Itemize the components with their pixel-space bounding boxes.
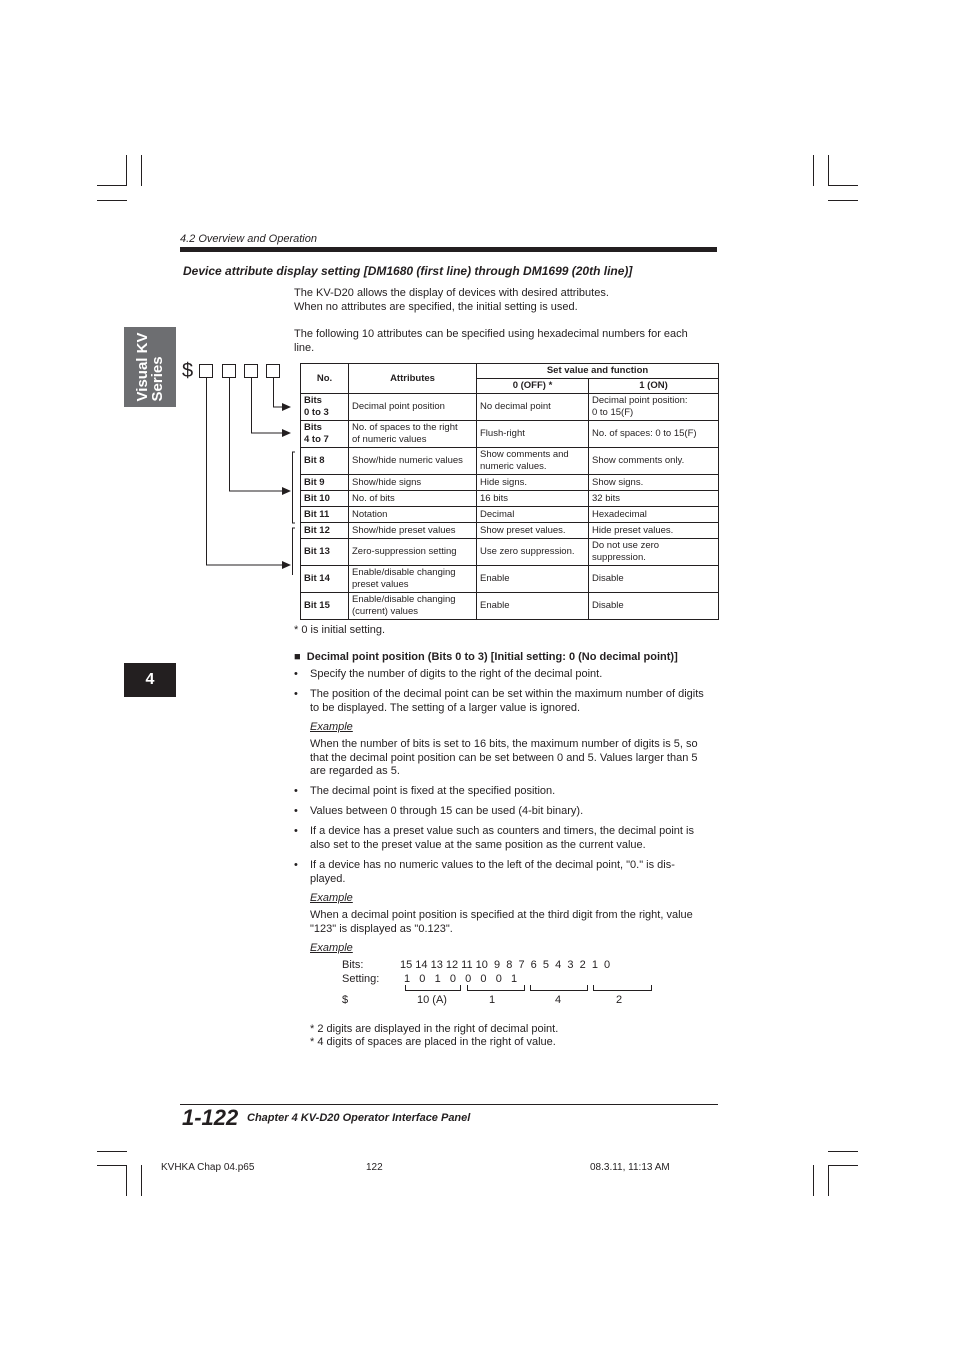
page-number: 1-122 [182,1105,239,1130]
intro-line: The KV-D20 allows the display of devices with desired attributes. [294,287,609,299]
cell-on: Hide preset values. [589,523,719,539]
cell-no: Bits 0 to 3 [301,394,349,421]
cell-no: Bit 10 [301,491,349,507]
crop-mark [828,1151,858,1152]
crop-mark [126,1165,127,1196]
cell-attribute: Zero-suppression setting [349,539,477,566]
footer-rule [180,1104,718,1105]
hex-digit-box [245,365,258,378]
setting-values: 1 0 1 0 0 0 0 1 [404,973,518,985]
hex-digit-box [223,365,236,378]
hex-digit: 4 [555,994,562,1006]
note: * 2 digits are displayed in the right of decimal point. [310,1023,559,1035]
table-row [301,421,719,448]
table-footnote: * 0 is initial setting. [294,624,386,636]
cell-on: No. of spaces: 0 to 15(F) [589,421,719,448]
bullet-item: • The position of the decimal point can be set within the maximum number of digits to be displayed. The setting of a larger value is ignored. [294,688,704,714]
subsection-title [294,651,678,663]
bullet-item: • If a device has a preset value such as counters and timers, the decimal point is also set to the preset value at the same position as the current value. [294,825,694,851]
table-row [301,523,719,539]
header-rule [180,247,717,252]
dollar-sign: $ [182,360,194,382]
cell-no: Bit 12 [301,523,349,539]
crop-mark [97,185,127,186]
side-tab-line1: Visual KV [134,332,151,402]
bullet-item: • If a device has no numeric values to the left of the decimal point, "0." is dis- played. [294,859,675,885]
table-row [301,491,719,507]
example-label: Example [310,721,353,733]
section-label: 4.2 Overview and Operation [180,233,317,245]
crop-mark [828,1165,829,1196]
table-row [301,539,719,566]
crop-mark [126,155,127,186]
crop-mark [97,200,127,201]
crop-mark [828,200,858,201]
cell-no: Bit 13 [301,539,349,566]
hex-digit: 10 (A) [417,994,447,1006]
crop-mark [97,1165,127,1166]
cell-off: Hide signs. [477,475,589,491]
hex-digit: 2 [616,994,623,1006]
header-off: 0 (OFF) * [477,379,589,394]
header-attributes: Attributes [349,364,477,394]
cell-off: Decimal [477,507,589,523]
bit-arrow-diagram [195,360,300,575]
cell-off: Flush-right [477,421,589,448]
header-no: No. [301,364,349,394]
slug-date: 08.3.11, 11:13 AM [590,1162,670,1173]
cell-on: Show comments only. [589,448,719,475]
hex-digit-box [200,365,213,378]
bits-label: Bits: [342,959,364,971]
cell-attribute: Show/hide preset values [349,523,477,539]
cell-on: 32 bits [589,491,719,507]
cell-attribute: Notation [349,507,477,523]
attributes-table [300,363,719,620]
cell-off: 16 bits [477,491,589,507]
setting-label: Setting: [342,973,380,985]
note: * 4 digits of spaces are placed in the right of value. [310,1036,556,1048]
crop-mark [97,1151,127,1152]
cell-on: Hexadecimal [589,507,719,523]
file-name: KVHKA Chap 04.p65 [161,1162,255,1173]
section-heading: Device attribute display setting [DM1680 (first line) through DM1699 (20th line)] [183,264,633,278]
table-row [301,507,719,523]
cell-on: Disable [589,566,719,593]
table-row [301,448,719,475]
cell-no: Bit 9 [301,475,349,491]
table-row [301,566,719,593]
bullet-item: • Values between 0 through 15 can be used (4-bit binary). [294,805,584,817]
crop-mark [828,1165,858,1166]
intro-line: line. [294,342,315,354]
example-text: When the number of bits is set to 16 bits, the maximum number of digits is 5, so that the decimal point position can be set between 0 and 5. Values larger than 5 are regarded as 5. [310,738,698,777]
cell-attribute: Show/hide signs [349,475,477,491]
cell-attribute: Show/hide numeric values [349,448,477,475]
cell-on: Decimal point position: 0 to 15(F) [589,394,719,421]
intro-line: When no attributes are specified, the initial setting is used. [294,301,578,313]
bullet-item: • The decimal point is fixed at the specified position. [294,785,556,797]
cell-off: Use zero suppression. [477,539,589,566]
cell-attribute: No. of bits [349,491,477,507]
chapter-footer: Chapter 4 KV-D20 Operator Interface Panel [247,1112,471,1124]
cell-attribute: Enable/disable changing (current) values [349,593,477,620]
cell-off: No decimal point [477,394,589,421]
header-on: 1 (ON) [589,379,719,394]
crop-mark [813,155,814,186]
side-tab [124,327,176,407]
table-row [301,475,719,491]
cell-off: Show preset values. [477,523,589,539]
header-set-value: Set value and function [477,364,719,379]
example-text: When a decimal point position is specified at the third digit from the right, value "123" is displayed as "0.123". [310,909,693,935]
slug-page: 122 [366,1162,383,1173]
crop-mark [141,155,142,186]
side-tab-line2: Series [149,356,166,402]
example-label: Example [310,942,353,954]
cell-on: Disable [589,593,719,620]
table-row [301,593,719,620]
example-label: Example [310,892,353,904]
cell-no: Bit 14 [301,566,349,593]
crop-mark [828,155,829,186]
cell-attribute: Enable/disable changing preset values [349,566,477,593]
cell-no: Bit 11 [301,507,349,523]
cell-on: Show signs. [589,475,719,491]
chapter-tab: 4 [124,663,176,697]
cell-off: Enable [477,593,589,620]
cell-no: Bit 8 [301,448,349,475]
hex-digit: 1 [489,994,496,1006]
bullet-item: • Specify the number of digits to the right of the decimal point. [294,668,603,680]
crop-mark [813,1165,814,1196]
crop-mark [828,185,858,186]
table-row [301,394,719,421]
cell-off: Show comments and numeric values. [477,448,589,475]
hex-digit-box [267,365,280,378]
cell-attribute: No. of spaces to the right of numeric values [349,421,477,448]
bits-values: 15 14 13 12 11 10 9 8 7 6 5 4 3 2 1 0 [400,959,611,971]
cell-no: Bit 15 [301,593,349,620]
hex-label: $ [342,994,349,1006]
intro-line: The following 10 attributes can be specified using hexadecimal numbers for each [294,328,688,340]
cell-no: Bits 4 to 7 [301,421,349,448]
cell-attribute: Decimal point position [349,394,477,421]
cell-on: Do not use zero suppression. [589,539,719,566]
cell-off: Enable [477,566,589,593]
square-bullet-icon: ■ [294,651,301,663]
subsection-title-text: Decimal point position (Bits 0 to 3) [Initial setting: 0 (No decimal point)] [306,651,678,663]
crop-mark [141,1165,142,1196]
